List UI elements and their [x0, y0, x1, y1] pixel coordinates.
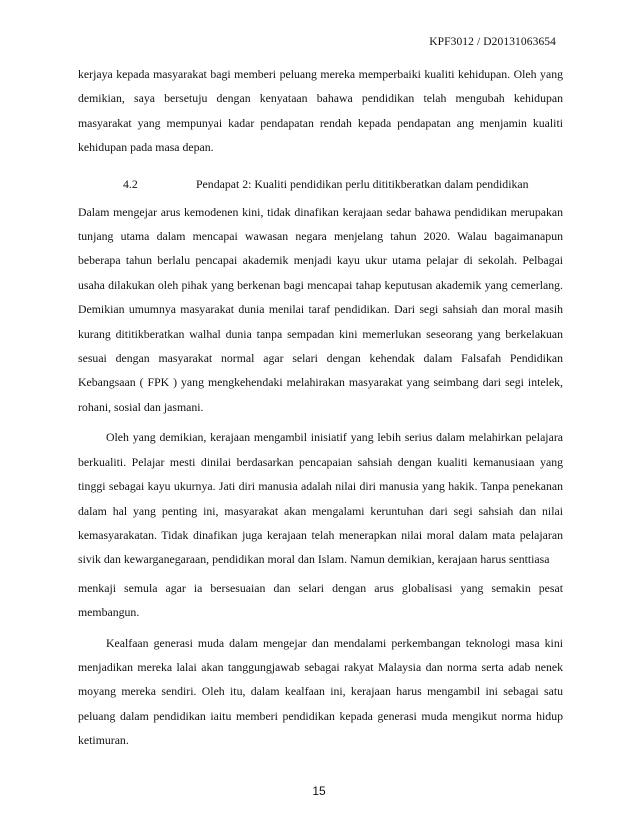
section-title: Pendapat 2: Kualiti pendidikan perlu dititikberatkan dalam pendidikan [196, 176, 529, 191]
section-number: 4.2 [123, 176, 138, 191]
paragraph-continuation: kerjaya kepada masyarakat bagi memberi peluang mereka memperbaiki kualiti kehidupan. Oleh yang demikian, saya bersetuju dengan kenyataan bahawa pendidikan telah mengubah kehidupan masyarakat yang mempunyai kadar pendapatan rendah kepada pendapatan ang menjamin kualiti kehidupan pada masa depan. [78, 67, 563, 155]
paragraph-body: Oleh yang demikian, kerajaan mengambil inisiatif yang lebih serius dalam melahirkan pelajara berkualiti. Pelajar mesti dinilai berdasarkan pencapaian sahsiah dengan kualiti kemanusiaan yang tinggi sebagai kayu ukurnya. Jati diri manusia adalah nilai diri manusia yang hakik. Tanpa penekanan dalam hal yang penting ini, masyarakat akan mengalami keruntuhan dari segi sahsiah dan nilai kemasyarakatan. Tidak dinafikan juga kerajaan telah menerapkan nilai moral dalam mata pelajaran sivik dan kewarganegaraan, pendidikan moral dan Islam. Namun demikian, kerajaan harus senttiasa [78, 430, 563, 567]
page-body [78, 62, 563, 753]
paragraph-body: menkaji semula agar ia bersesuaian dan selari dengan arus globalisasi yang semakin pesat membangun. [78, 580, 563, 620]
section-heading [78, 172, 563, 196]
document-code-header: KPF3012 / D20131063654 [429, 36, 556, 48]
page-number: 15 [312, 784, 326, 798]
paragraph-body: Dalam mengejar arus kemodenen kini, tidak dinafikan kerajaan sedar bahawa pendidikan merupakan tunjang utama dalam mencapai wawasan negara menjelang tahun 2020. Walau bagaimanapun beberapa tahun berlalu pencapai akademik menjadi kayu ukur utama pelajar di sekolah. Pelbagai usaha dilakukan oleh pihak yang berkenan bagi mencapai tahap keputusan akademik yang cemerlang. Demikian umumnya masyarakat dunia menilai taraf pendidikan. Dari segi sahsiah dan moral masih kurang dititikberatkan walhal dunia tanpa sempadan kini memerlukan seseorang yang berkelakuan sesuai dengan masyarakat normal agar selari dengan kehendak dalam Falsafah Pendidikan Kebangsaan ( FPK ) yang mengkehendaki melahirakan masyarakat yang seimbang dari segi intelek, rohani, sosial dan jasmani. [78, 204, 563, 414]
paragraph-body: Kealfaan generasi muda dalam mengejar dan mendalami perkembangan teknologi masa kini menjadikan mereka lalai akan tanggungjawab sebagai rakyat Malaysia dan norma serta adab nenek moyang mereka sendiri. Oleh itu, dalam kealfaan ini, kerajaan harus mengambil ini sebagai satu peluang dalam pendidikan iaitu memberi pendidikan kepada generasi muda mengikut norma hidup ketimuran. [78, 635, 563, 748]
